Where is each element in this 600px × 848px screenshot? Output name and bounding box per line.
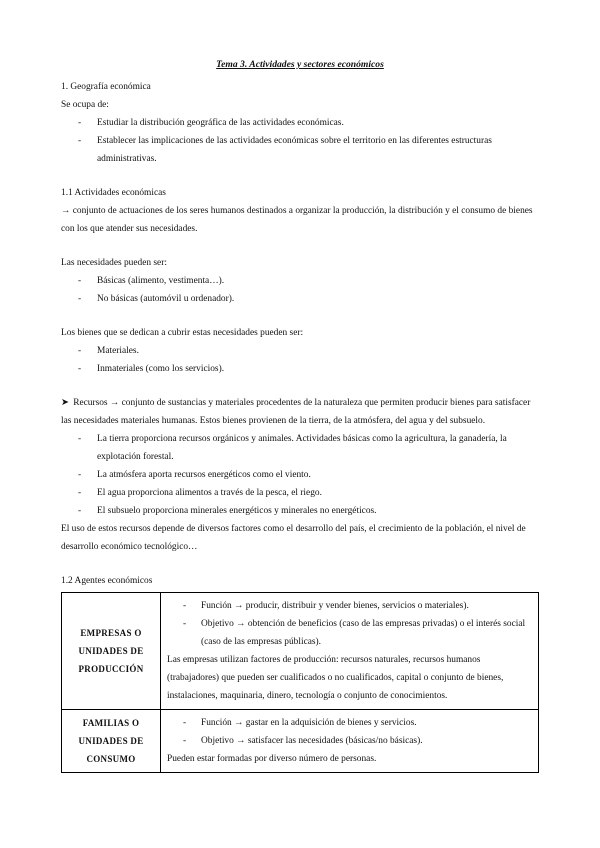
dash-icon: - — [78, 346, 82, 356]
dash-icon: - — [78, 294, 82, 304]
needs-intro: Las necesidades pueden ser: — [61, 258, 167, 268]
dash-icon: - — [78, 434, 82, 444]
economic-agents-table — [61, 592, 539, 773]
agent-name-line: PRODUCCIÓN — [78, 664, 144, 674]
dash-icon: - — [78, 276, 82, 286]
spacer — [61, 238, 539, 254]
list-item-text: Inmateriales (como los servicios). — [97, 364, 225, 374]
spacer — [61, 556, 539, 572]
list-item — [61, 360, 539, 378]
agent-description-cell — [161, 593, 539, 710]
dash-icon: - — [183, 601, 187, 611]
resources-definition-text: conjunto de sustancias y materiales procedentes de la naturaleza que permiten producir bienes para satisfacer las necesidades materiales humanas. Estos bienes provienen de la tierra, de la atmósfera, del agua y del subsuelo. — [61, 398, 531, 426]
list-item-text: La tierra proporciona recursos orgánicos y animales. Actividades básicas como la agricultura, la ganadería, la explotación forestal. — [97, 434, 507, 462]
list-item — [61, 466, 539, 484]
table-row — [62, 710, 539, 773]
spacer — [61, 308, 539, 324]
resources-definition — [61, 394, 539, 430]
activities-definition — [61, 202, 539, 238]
list-item — [61, 430, 539, 466]
section-1-2-heading: 1.2 Agentes económicos — [61, 576, 153, 586]
dash-icon: - — [78, 118, 82, 128]
agent-name-line: FAMILIAS O — [82, 718, 140, 728]
dash-icon: - — [78, 506, 82, 516]
dash-icon: - — [78, 470, 82, 480]
list-item-text: Objetivo → obtención de beneficios (caso de las empresas privadas) o el interés social (caso de las empresas públicas). — [201, 619, 526, 647]
section-1-list — [61, 114, 539, 168]
arrowhead-bullet-icon: ➤ — [61, 398, 69, 408]
resources-closing: El uso de estos recursos depende de diversos factores como el desarrollo del país, el crecimiento de la población, el nivel de desarrollo económico tecnológico… — [61, 524, 526, 552]
document-content — [61, 56, 539, 773]
agent-list — [167, 714, 532, 750]
dash-icon: - — [183, 619, 187, 629]
right-arrow-icon: → — [61, 206, 71, 216]
list-item-text: El subsuelo proporciona minerales energéticos y minerales no energéticos. — [97, 506, 377, 516]
list-item — [167, 597, 532, 615]
dash-icon: - — [183, 736, 187, 746]
needs-list — [61, 272, 539, 308]
list-item — [61, 342, 539, 360]
list-item-text: Básicas (alimento, vestimenta…). — [97, 276, 225, 286]
resources-list — [61, 430, 539, 520]
agent-name-line: EMPRESAS O — [80, 628, 142, 638]
list-item — [167, 714, 532, 732]
list-item — [167, 615, 532, 651]
list-item-text: Estudiar la distribución geográfica de las actividades económicas. — [97, 118, 344, 128]
agent-description-cell — [161, 710, 539, 773]
agent-list — [167, 597, 532, 651]
agent-name-cell — [62, 593, 161, 710]
section-1-1-heading: 1.1 Actividades económicas — [61, 188, 166, 198]
right-arrow-icon: → — [109, 398, 120, 408]
dash-icon: - — [78, 136, 82, 146]
document-title-text: Tema 3. Actividades y sectores económicos — [216, 59, 384, 70]
list-item-text: Establecer las implicaciones de las actividades económicas sobre el territorio en las diferentes estructuras administrativas. — [97, 136, 492, 164]
section-1-heading: 1. Geografía económica — [61, 82, 151, 92]
agent-name-line: UNIDADES DE — [78, 646, 144, 656]
goods-intro: Los bienes que se dedican a cubrir estas necesidades pueden ser: — [61, 328, 304, 338]
dash-icon: - — [78, 488, 82, 498]
agent-note: Pueden estar formadas por diverso número de personas. — [167, 754, 377, 764]
agent-name-cell — [62, 710, 161, 773]
dash-icon: - — [78, 364, 82, 374]
agent-name-line: UNIDADES DE — [78, 736, 144, 746]
list-item — [61, 114, 539, 132]
goods-list — [61, 342, 539, 378]
list-item — [61, 290, 539, 308]
spacer — [61, 378, 539, 394]
list-item-text: Función → gastar en la adquisición de bienes y servicios. — [201, 718, 417, 728]
list-item — [61, 132, 539, 168]
list-item-text: Materiales. — [97, 346, 139, 356]
list-item-text: El agua proporciona alimentos a través de la pesca, el riego. — [97, 488, 322, 498]
list-item-text: Función → producir, distribuir y vender bienes, servicios o materiales). — [201, 601, 469, 611]
list-item — [61, 502, 539, 520]
section-1-intro: Se ocupa de: — [61, 100, 109, 110]
list-item-text: La atmósfera aporta recursos energéticos como el viento. — [97, 470, 311, 480]
list-item — [61, 484, 539, 502]
spacer — [61, 168, 539, 184]
dash-icon: - — [183, 718, 187, 728]
document-title — [61, 56, 539, 74]
resources-term: Recursos — [73, 398, 108, 408]
table-row — [62, 593, 539, 710]
agent-name-line: CONSUMO — [86, 754, 136, 764]
list-item-text: No básicas (automóvil u ordenador). — [97, 294, 235, 304]
definition-text: conjunto de actuaciones de los seres humanos destinados a organizar la producción, la distribución y el consumo de bienes con los que atender sus necesidades. — [61, 206, 533, 234]
list-item — [61, 272, 539, 290]
list-item — [167, 732, 532, 750]
agent-note: Las empresas utilizan factores de producción: recursos naturales, recursos humanos (trabajadores) que pueden ser cualificados o no cualificados, capital o conjunto de bienes, instalaciones, maquinaria, dinero, tecnología o conjunto de conocimientos. — [167, 655, 504, 701]
list-item-text: Objetivo → satisfacer las necesidades (básicas/no básicas). — [201, 736, 423, 746]
